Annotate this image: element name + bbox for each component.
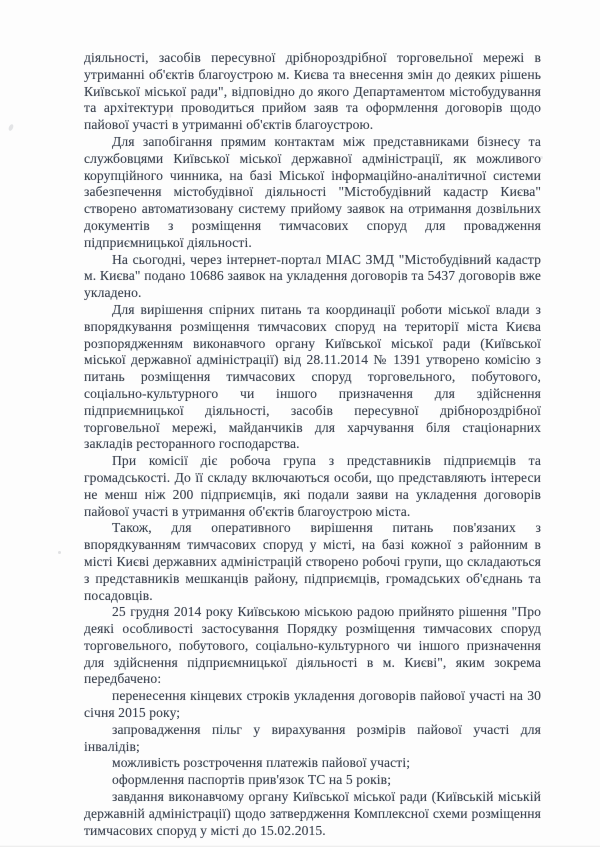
paragraph-continuation: діяльності, засобів пересувної дрібнороздрібної торговельної мережі в утриманні об'єктів благоустрою м. Києва та внесення змін до деяких рішень Київської міської ради", відповідно до якого Департаментом містобудування та архітектури проводиться прийом заяв та оформлення договорів щодо пайової участі в утриманні об'єктів благоустрою. — [84, 50, 541, 133]
scan-artifact — [8, 123, 15, 131]
list-item: оформлення паспортів прив'язок ТС на 5 років; — [112, 772, 392, 788]
scan-artifact — [329, 788, 332, 791]
paragraph: На сьогодні, через інтернет-портал МІАС ЗМД "Містобудівний кадастр м. Києва" подано 10686 заявок на укладення договорів та 5437 договорів вже укладено. — [84, 251, 541, 301]
list-item: запровадження пільг у вирахування розмірів пайової участі для інвалідів; — [84, 721, 541, 754]
document-body — [84, 50, 541, 839]
paragraph: 25 грудня 2014 року Київською міською радою прийнято рішення "Про деякі особливості застосування Порядку розміщення тимчасових споруд торговельного, побутового, соціально-культурного чи іншого призначення для здійснення підприємницької діяльності в м. Києві", яким зокрема передбачено: — [84, 604, 541, 687]
paragraph: Для вирішення спірних питань та координації роботи міської влади з впорядкування розміщення тимчасових споруд на території міста Києва розпорядженням виконавчого органу Київської міської ради (Київської міської державної адміністрації) від 28.11.2014 № 1391 утворено комісію з питань розміщення тимчасових споруд торговельного, побутового, соціально-культурного чи іншого призначення для здійснення підприємницької діяльності, засобів пересувної дрібнороздрібної торговельної мережі, майданчиків для харчування біля стаціонарних закладів ресторанного господарства. — [84, 301, 541, 452]
paragraph: Для запобігання прямим контактам між представниками бізнесу та службовцями Київської міської державної адміністрації, як можливого корупційного чинника, на базі Міської інформаційно-аналітичної системи забезпечення містобудівної діяльності "Містобудівний кадастр Києва" створено автоматизовану систему прийому заявок на отримання дозвільних документів з розміщення тимчасових споруд для провадження підприємницької діяльності. — [84, 133, 541, 250]
list-item: перенесення кінцевих строків укладення договорів пайової участі на 30 січня 2015 року; — [84, 688, 541, 721]
list-item: можливість розстрочення платежів пайової участі; — [112, 755, 411, 771]
list-item: завдання виконавчому органу Київської міської ради (Київській міській державній адміністрації) щодо затвердження Комплексної схеми розміщення тимчасових споруд у місті до 15.02.2015. — [84, 789, 541, 838]
scan-artifact — [540, 156, 543, 159]
paragraph: Також, для оперативного вирішення питань пов'язаних з впорядкуванням тимчасових споруд у місті, на базі кожної з районним в місті Києві державних адміністрацій створено робочі групи, що складаються з представників мешканців району, підприємців, громадських об'єднань та посадовців. — [84, 520, 541, 603]
paragraph: При комісії діє робоча група з представників підприємців та громадськості. До її складу включаються особи, що представляють інтереси не менш ніж 200 підприємців, які подали заяви на укладення договорів пайової участі в утримання об'єктів благоустрою міста. — [84, 453, 541, 519]
scan-artifact — [58, 551, 61, 554]
